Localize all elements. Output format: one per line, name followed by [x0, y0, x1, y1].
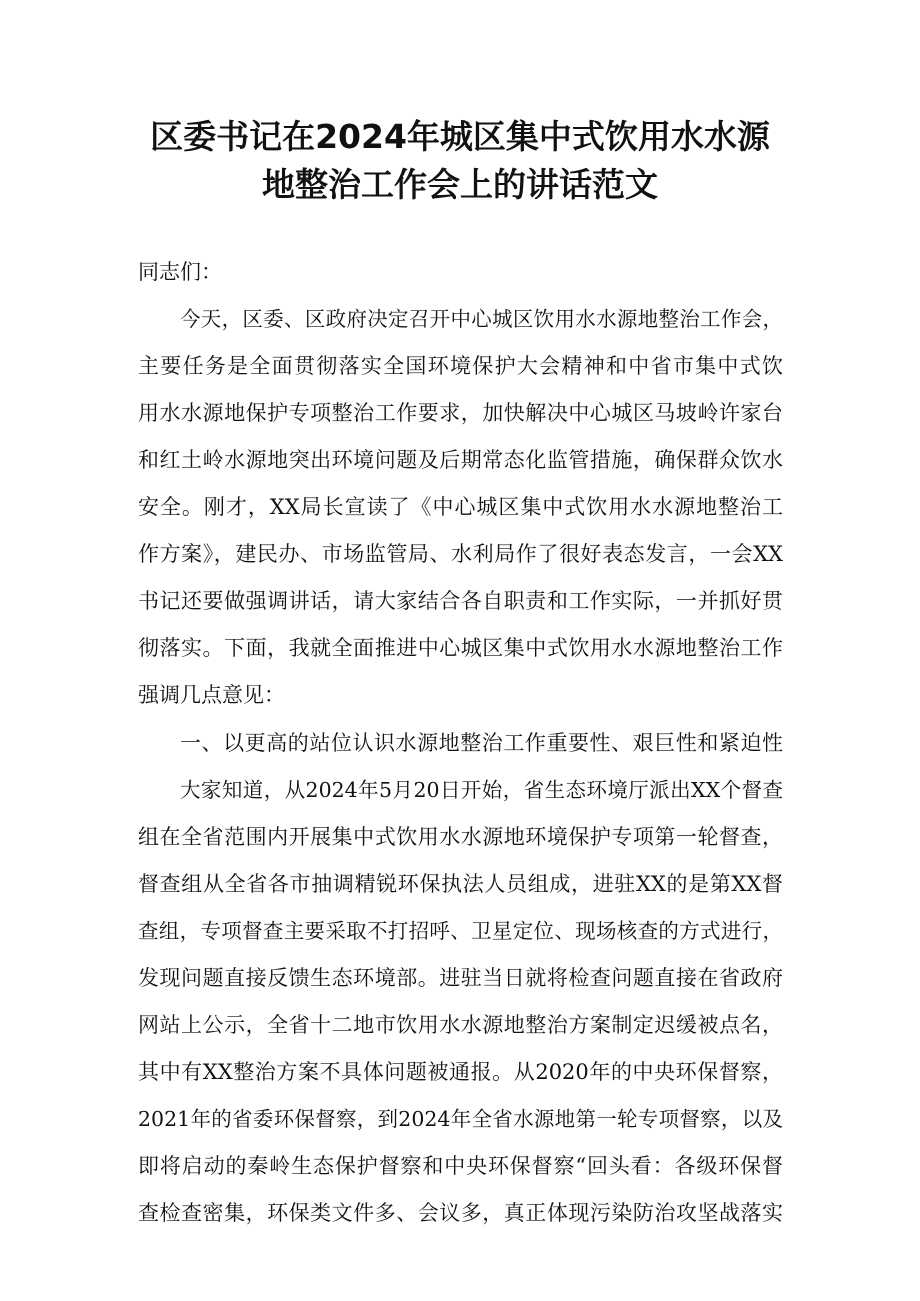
- paragraph-1-line: 彻落实。下面，我就全面推进中心城区集中式饮用水水源地整治工作: [138, 636, 783, 660]
- paragraph-2-line: 大家知道，从2024年5月20日开始，省生态环境厅派出XX个督查: [180, 778, 783, 802]
- paragraph-1-line: 今天，区委、区政府决定召开中心城区饮用水水源地整治工作会，: [180, 307, 783, 331]
- paragraph-1-line: 作方案》，建民办、市场监管局、水利局作了很好表态发言，一会XX: [138, 542, 783, 566]
- paragraph-2-line: 组在全省范围内开展集中式饮用水水源地环境保护专项第一轮督查，: [138, 825, 783, 849]
- paragraph-1-line: 用水水源地保护专项整治工作要求，加快解决中心城区马坡岭许家台: [138, 401, 783, 425]
- paragraph-2-line: 网站上公示，全省十二地市饮用水水源地整治方案制定迟缓被点名，: [138, 1013, 783, 1037]
- section-heading-1: 一、以更高的站位认识水源地整治工作重要性、艰巨性和紧迫性: [180, 731, 783, 755]
- paragraph-1-line: 安全。刚才，XX局长宣读了《中心城区集中式饮用水水源地整治工: [138, 495, 783, 519]
- paragraph-2-line: 查组，专项督查主要采取不打招呼、卫星定位、现场核查的方式进行，: [138, 919, 783, 943]
- paragraph-1-line: 主要任务是全面贯彻落实全国环境保护大会精神和中省市集中式饮: [138, 354, 783, 378]
- salutation: 同志们：: [138, 260, 222, 284]
- paragraph-1-line: 和红土岭水源地突出环境问题及后期常态化监管措施，确保群众饮水: [138, 448, 783, 472]
- paragraph-2-line: 查检查密集，环保类文件多、会议多，真正体现污染防治攻坚战落实: [138, 1201, 783, 1225]
- paragraph-2-line: 即将启动的秦岭生态保护督察和中央环保督察“回头看：各级环保督: [138, 1154, 783, 1178]
- paragraph-2-line: 其中有XX整治方案不具体问题被通报。从2020年的中央环保督察，: [138, 1060, 783, 1084]
- paragraph-2-line: 发现问题直接反馈生态环境部。进驻当日就将检查问题直接在省政府: [138, 966, 783, 990]
- paragraph-2-line: 督查组从全省各市抽调精锐环保执法人员组成，进驻XX的是第XX督: [138, 872, 783, 896]
- paragraph-1-line: 强调几点意见：: [138, 683, 285, 707]
- paragraph-1-line: 书记还要做强调讲话，请大家结合各自职责和工作实际，一并抓好贯: [138, 589, 783, 613]
- paragraph-2-line: 2021年的省委环保督察，到2024年全省水源地第一轮专项督察，以及: [138, 1107, 783, 1131]
- document-title-line-1: 区委书记在2024年城区集中式饮用水水源: [150, 117, 770, 156]
- document-title-line-2: 地整治工作会上的讲话范文: [262, 165, 658, 204]
